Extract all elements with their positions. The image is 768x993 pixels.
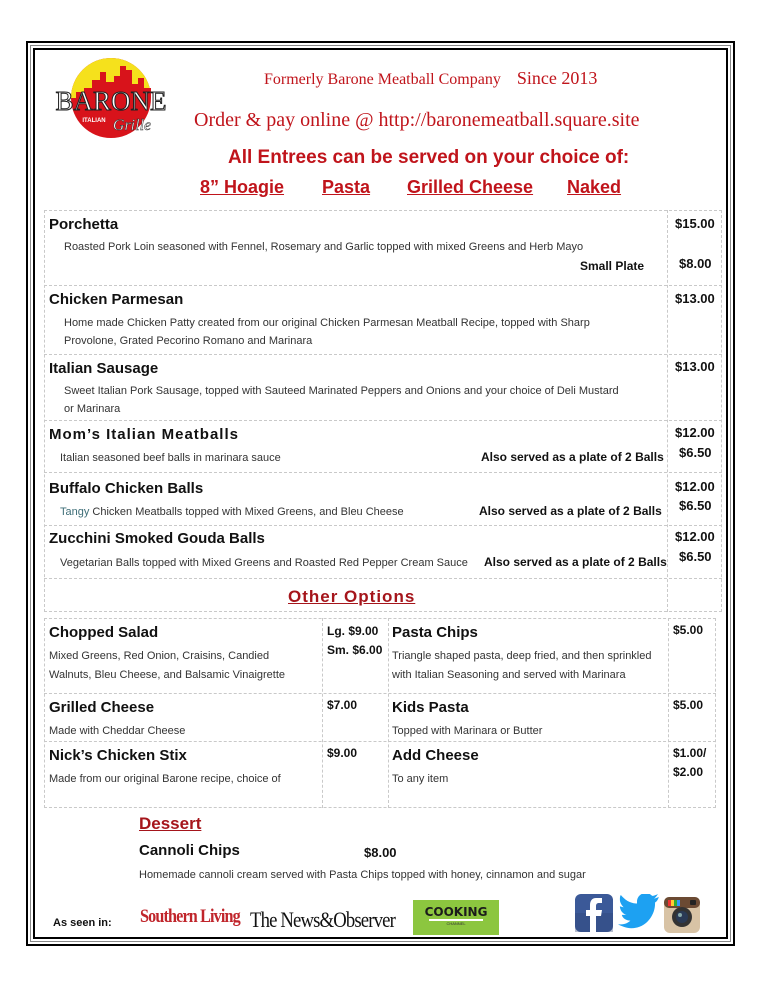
col-divider bbox=[322, 618, 323, 808]
price-zucchini-gouda-balls-plate: $6.50 bbox=[679, 549, 712, 564]
item-desc-moms-meatballs: Italian seasoned beef balls in marinara sauce bbox=[60, 452, 281, 464]
item-desc-pasta-chips-2: with Italian Seasoning and served with Marinara bbox=[392, 669, 626, 681]
price-cannoli-chips: $8.00 bbox=[364, 845, 397, 860]
facebook-icon[interactable] bbox=[575, 894, 613, 937]
price-moms-meatballs-plate: $6.50 bbox=[679, 445, 712, 460]
item-name-cannoli-chips: Cannoli Chips bbox=[139, 842, 240, 859]
svg-text:ITALIAN: ITALIAN bbox=[82, 118, 106, 124]
item-desc-chicken-parmesan-1: Home made Chicken Patty created from our original Chicken Parmesan Meatball Recipe, topped with Sharp bbox=[64, 317, 590, 329]
price-column-divider bbox=[667, 210, 668, 612]
channel-text: CHANNEL bbox=[446, 921, 466, 926]
price-zucchini-gouda-balls: $12.00 bbox=[675, 529, 715, 544]
instagram-icon[interactable] bbox=[664, 897, 700, 938]
item-name-moms-meatballs: Mom’s Italian Meatballs bbox=[49, 426, 239, 443]
row-divider bbox=[44, 525, 722, 526]
price-nicks-chicken-stix: $9.00 bbox=[327, 746, 358, 760]
svg-text:BARONE: BARONE bbox=[55, 86, 167, 116]
item-name-grilled-cheese: Grilled Cheese bbox=[49, 699, 155, 716]
item-name-porchetta: Porchetta bbox=[49, 216, 119, 233]
row-divider bbox=[44, 578, 722, 579]
plate-of-2-label: Also served as a plate of 2 Balls bbox=[481, 450, 664, 464]
row-divider bbox=[44, 354, 722, 355]
twitter-icon[interactable] bbox=[618, 894, 660, 935]
price-buffalo-chicken-balls-plate: $6.50 bbox=[679, 498, 712, 513]
col-divider bbox=[388, 618, 389, 808]
price-pasta-chips: $5.00 bbox=[673, 623, 704, 637]
choice-grilled-cheese: Grilled Cheese bbox=[407, 177, 534, 197]
row-divider bbox=[44, 472, 722, 473]
other-options-heading: Other Options bbox=[288, 587, 416, 606]
item-name-zucchini-gouda-balls: Zucchini Smoked Gouda Balls bbox=[49, 530, 265, 547]
item-name-nicks-chicken-stix: Nick’s Chicken Stix bbox=[49, 747, 187, 764]
as-seen-in-label: As seen in: bbox=[53, 917, 112, 929]
item-desc-pasta-chips-1: Triangle shaped pasta, deep fried, and then sprinkled bbox=[392, 650, 652, 662]
choice-pasta: Pasta bbox=[322, 177, 371, 197]
item-name-buffalo-chicken-balls: Buffalo Chicken Balls bbox=[49, 480, 204, 497]
desc-lead: Tangy bbox=[60, 506, 90, 518]
price-chopped-salad-sm: Sm. $6.00 bbox=[327, 643, 383, 657]
price-chicken-parmesan: $13.00 bbox=[675, 291, 715, 306]
item-name-pasta-chips: Pasta Chips bbox=[392, 624, 478, 641]
item-desc-buffalo-chicken-balls bbox=[60, 503, 404, 521]
item-desc-grilled-cheese: Made with Cheddar Cheese bbox=[49, 725, 186, 737]
price-kids-pasta: $5.00 bbox=[673, 698, 704, 712]
price-moms-meatballs: $12.00 bbox=[675, 425, 715, 440]
order-online-link[interactable]: Order & pay online @ http://baronemeatball.square.site bbox=[194, 109, 640, 131]
news-observer-logo: The News&Observer bbox=[250, 907, 395, 932]
item-desc-cannoli-chips: Homemade cannoli cream served with Pasta Chips topped with honey, cinnamon and sugar bbox=[139, 869, 586, 881]
item-desc-add-cheese: To any item bbox=[392, 773, 449, 785]
item-desc-chicken-parmesan-2: Provolone, Grated Pecorino Romano and Marinara bbox=[64, 335, 313, 347]
item-desc-kids-pasta: Topped with Marinara or Butter bbox=[392, 725, 543, 737]
item-desc-italian-sausage-2: or Marinara bbox=[64, 403, 121, 415]
row-divider bbox=[44, 420, 722, 421]
price-porchetta-small: $8.00 bbox=[679, 256, 712, 271]
item-name-italian-sausage: Italian Sausage bbox=[49, 360, 159, 377]
cooking-text: COOKING bbox=[424, 905, 488, 919]
item-name-chicken-parmesan: Chicken Parmesan bbox=[49, 291, 184, 308]
choice-hoagie: 8” Hoagie bbox=[200, 177, 285, 197]
plate-of-2-label: Also served as a plate of 2 Balls bbox=[484, 555, 667, 569]
since-year: Since 2013 bbox=[516, 68, 598, 88]
price-grilled-cheese: $7.00 bbox=[327, 698, 358, 712]
row-divider bbox=[44, 285, 722, 286]
row-divider bbox=[44, 693, 716, 694]
desc-rest: Chicken Meatballs topped with Mixed Greens, and Bleu Cheese bbox=[89, 506, 404, 518]
small-plate-label: Small Plate bbox=[580, 259, 645, 273]
item-desc-zucchini-gouda-balls: Vegetarian Balls topped with Mixed Greens and Roasted Red Pepper Cream Sauce bbox=[60, 557, 468, 569]
item-name-kids-pasta: Kids Pasta bbox=[392, 699, 469, 716]
item-desc-chopped-salad-2: Walnuts, Bleu Cheese, and Balsamic Vinaigrette bbox=[49, 669, 286, 681]
item-desc-nicks-chicken-stix: Made from our original Barone recipe, choice of bbox=[49, 773, 281, 785]
price-add-cheese-1: $1.00/ bbox=[673, 746, 707, 760]
item-desc-porchetta: Roasted Pork Loin seasoned with Fennel, Rosemary and Garlic topped with mixed Greens and Herb Mayo bbox=[64, 241, 584, 253]
svg-text:Grille: Grille bbox=[112, 117, 152, 134]
price-italian-sausage: $13.00 bbox=[675, 359, 715, 374]
row-divider bbox=[44, 741, 716, 742]
entrees-note: All Entrees can be served on your choice of: bbox=[228, 147, 630, 168]
item-desc-chopped-salad-1: Mixed Greens, Red Onion, Craisins, Candied bbox=[49, 650, 270, 662]
choice-naked: Naked bbox=[567, 177, 622, 197]
plate-of-2-label: Also served as a plate of 2 Balls bbox=[479, 504, 662, 518]
tagline bbox=[264, 68, 597, 89]
southern-living-logo: Southern Living bbox=[140, 906, 240, 927]
item-name-chopped-salad: Chopped Salad bbox=[49, 624, 159, 641]
price-porchetta: $15.00 bbox=[675, 216, 715, 231]
tagline-text: Formerly Barone Meatball Company bbox=[264, 71, 501, 88]
item-desc-italian-sausage-1: Sweet Italian Pork Sausage, topped with Sauteed Marinated Peppers and Onions and your choice of Deli Mustard bbox=[64, 385, 619, 397]
price-chopped-salad-lg: Lg. $9.00 bbox=[327, 624, 379, 638]
dessert-heading: Dessert bbox=[139, 814, 202, 833]
price-add-cheese-2: $2.00 bbox=[673, 765, 704, 779]
item-name-add-cheese: Add Cheese bbox=[392, 747, 479, 764]
col-divider bbox=[668, 618, 669, 808]
barone-logo bbox=[54, 58, 168, 142]
price-buffalo-chicken-balls: $12.00 bbox=[675, 479, 715, 494]
cooking-channel-logo bbox=[413, 900, 499, 935]
